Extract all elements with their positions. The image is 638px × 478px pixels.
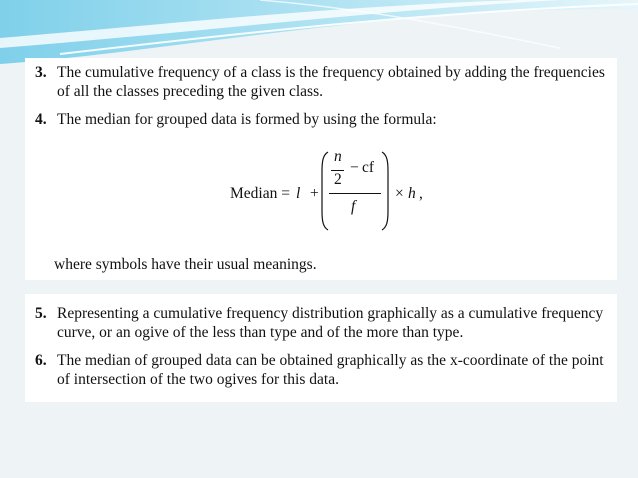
median-formula (220, 148, 460, 243)
item-text: The median of grouped data can be obtained graphically as the x-coordinate of the point of intersection of the two ogives for this data. (57, 352, 604, 388)
formula-lhs: Median = (230, 185, 290, 202)
item-text: Representing a cumulative frequency distribution graphically as a cumulative frequency curve, or an ogive of the less than type and of the more than type. (57, 305, 604, 341)
right-paren (380, 151, 390, 231)
item-number: 5. (35, 305, 47, 322)
list-item-5 (35, 304, 607, 342)
item-number: 3. (35, 64, 47, 81)
item-text: The median for grouped data is formed by using the formula: (57, 111, 437, 128)
list-item-6 (35, 351, 607, 389)
formula-minus: − (350, 159, 359, 176)
formula-h: h (408, 185, 416, 202)
item-text: The cumulative frequency of a class is the frequency obtained by adding the frequencies of all the classes preceding the given class. (57, 64, 605, 100)
item-number: 6. (35, 352, 47, 369)
formula-comma: , (419, 185, 423, 202)
left-paren (320, 151, 330, 231)
formula-f: f (351, 198, 356, 215)
formula-l: l (296, 185, 301, 202)
item-number: 4. (35, 111, 47, 128)
main-fraction-bar (329, 193, 381, 194)
where-text: where symbols have their usual meanings. (54, 256, 317, 273)
formula-two: 2 (334, 171, 342, 188)
formula-n: n (334, 148, 342, 165)
list-item-3 (35, 63, 607, 101)
content-panel-top (25, 58, 617, 280)
content-panel-bottom (25, 294, 617, 402)
formula-cf: cf (362, 159, 375, 176)
formula-plus: + (310, 185, 319, 202)
formula-times: × (395, 185, 404, 202)
list-item-4 (35, 110, 607, 129)
